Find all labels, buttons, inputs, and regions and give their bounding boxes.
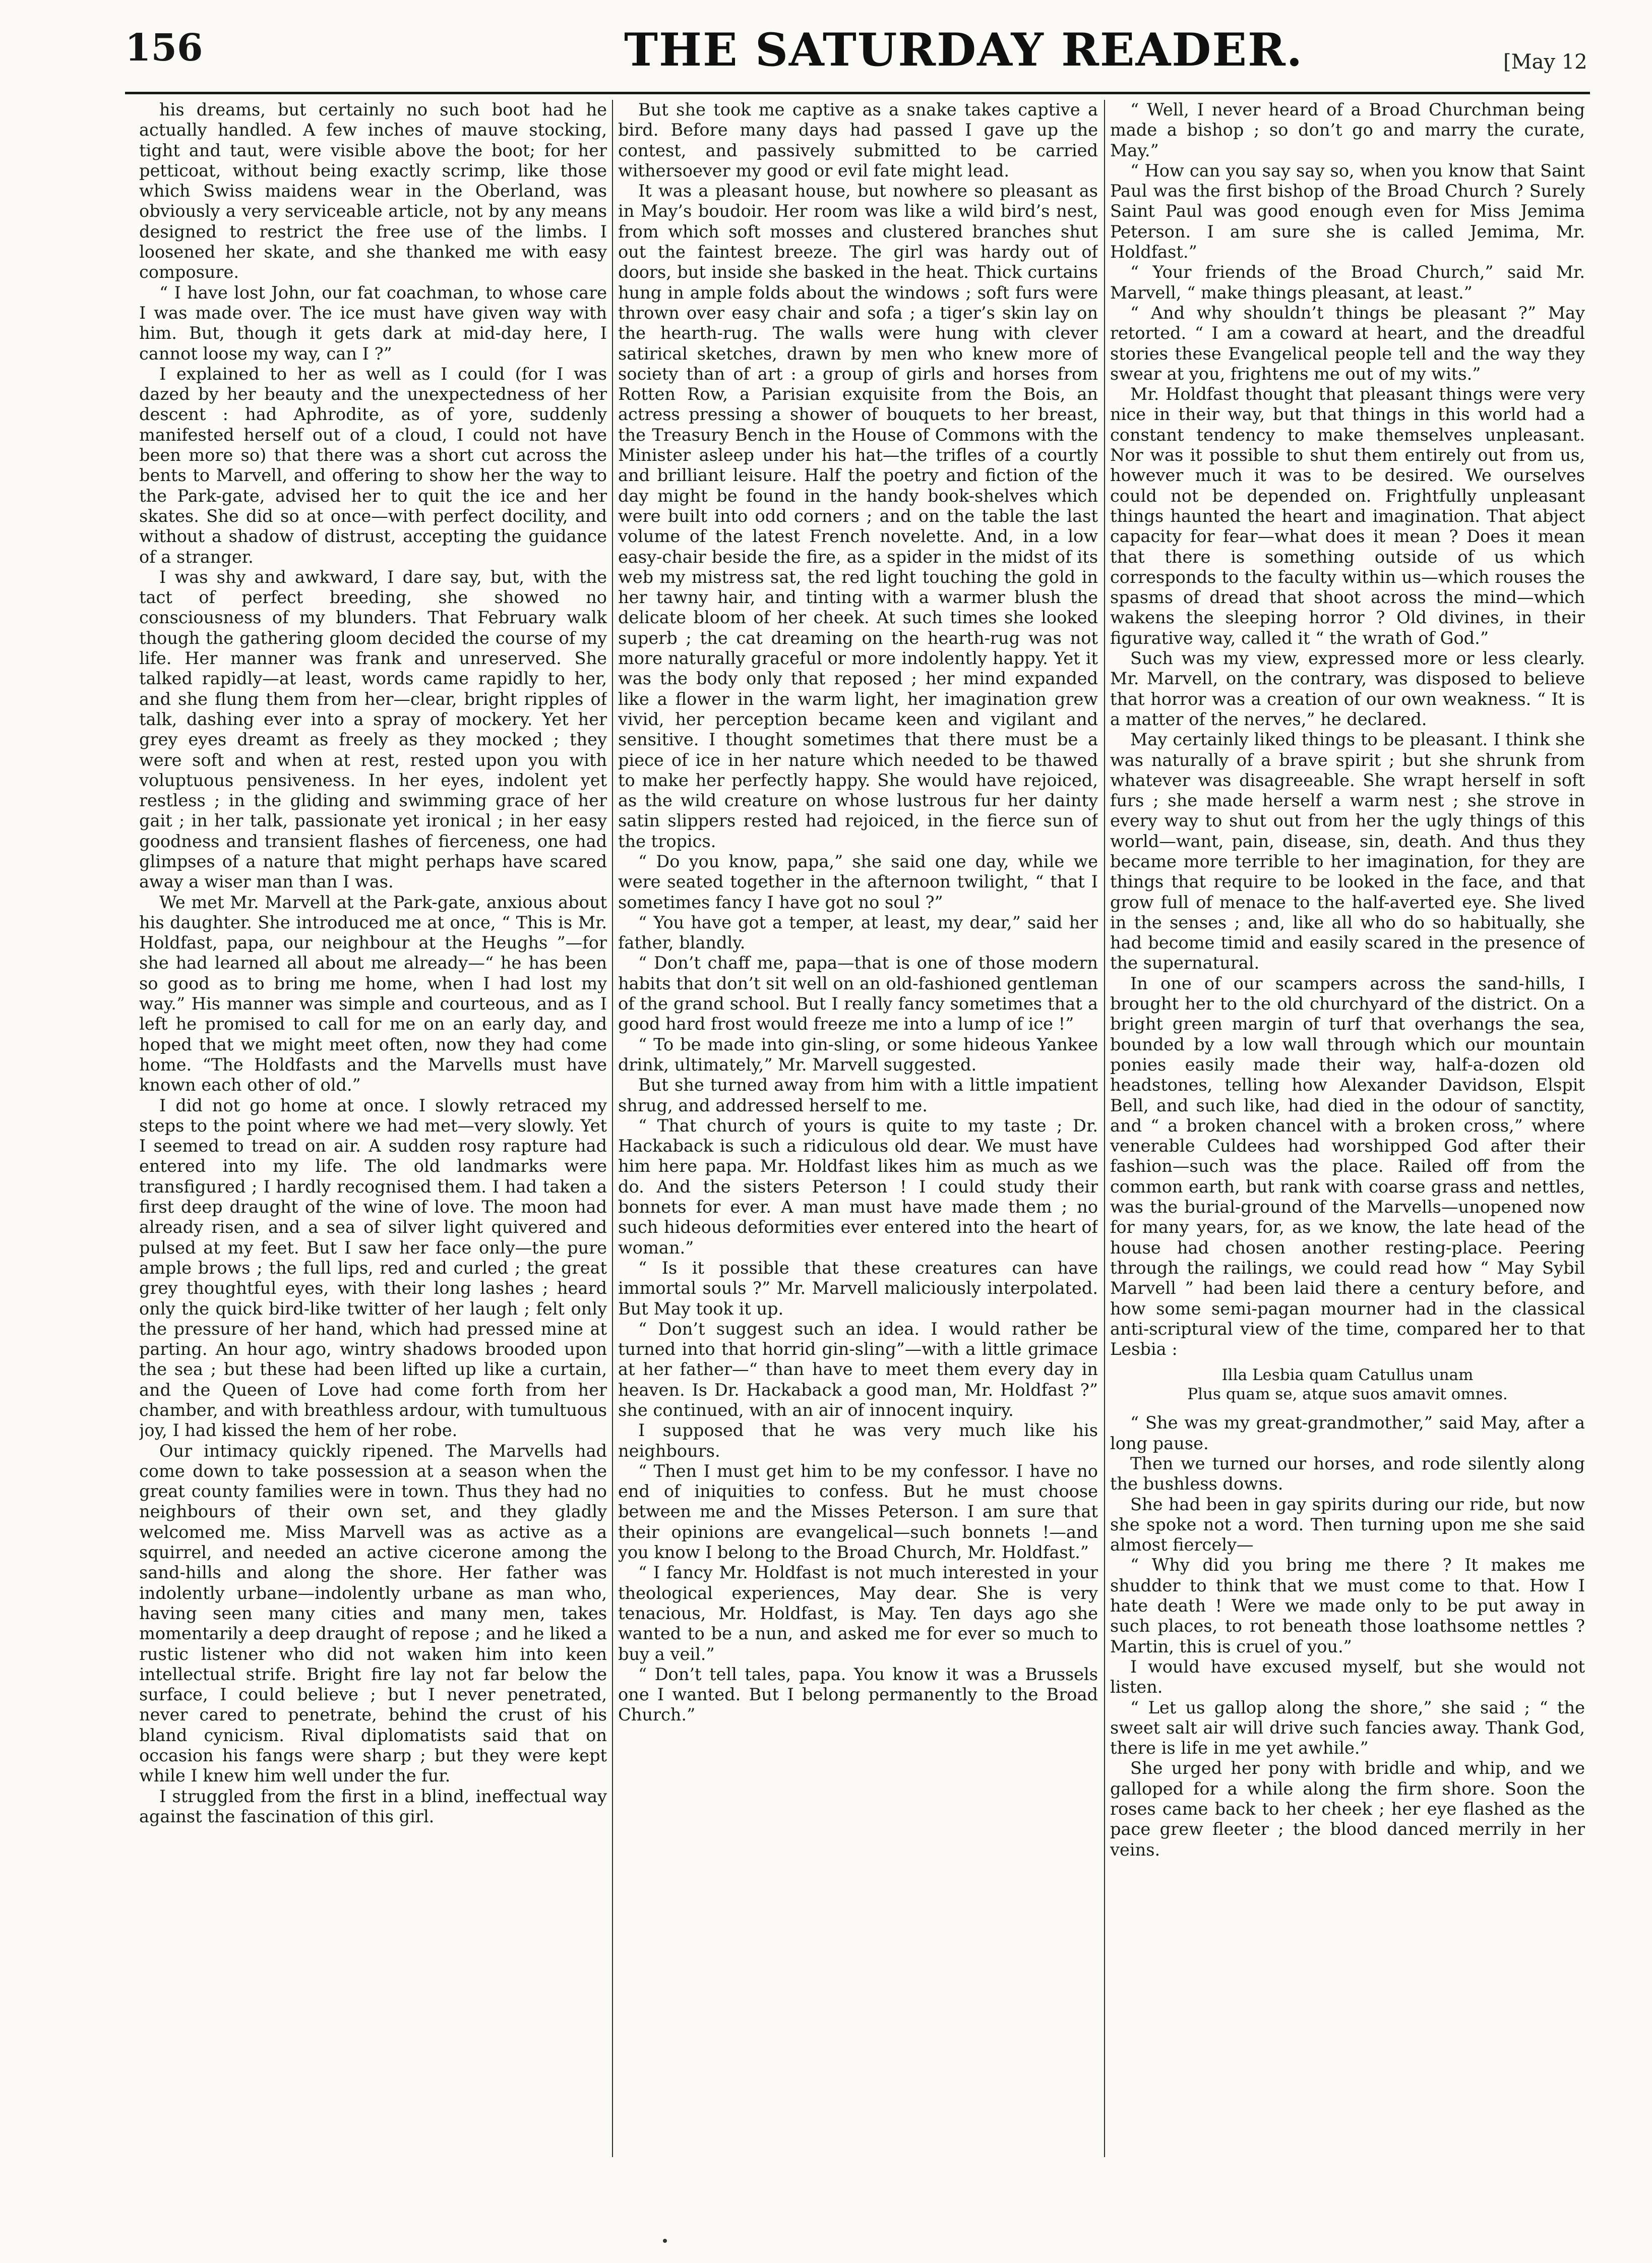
paragraph: “ Why did you bring me there ? It makes me shudder to think that we must come to that. How I hate death ! Were we made only to be put away in such places, to rot beneath those loathsome nettles ? Martin, this is cruel of you.”: [1110, 1555, 1585, 1656]
verse-line: Illa Lesbia quam Catullus unam: [1221, 1366, 1474, 1385]
paragraph: But she took me captive as a snake takes captive a bird. Before many days had passed I gave up the contest, and passively submitted to be carried withersoever my good or evil fate might lead.: [618, 100, 1098, 181]
page-number: 156: [125, 26, 203, 70]
paragraph: “ She was my great-grandmother,” said May, after a long pause.: [1110, 1413, 1585, 1453]
paragraph: She had been in gay spirits during our ride, but now she spoke not a word. Then turning upon me she said almost fiercely—: [1110, 1494, 1585, 1555]
issue-date: [May 12: [1503, 50, 1587, 74]
paragraph: “ Let us gallop along the shore,” she said ; “ the sweet salt air will drive such fancies away. Thank God, there is life in me yet awhile.”: [1110, 1697, 1585, 1758]
paragraph: Our intimacy quickly ripened. The Marvells had come down to take possession at a season when the great county families were in town. Thus they had no neighbours of their own set, and they gladly welcomed me. Miss Marvell was as active as a squirrel, and needed an active cicerone among the sand-hills and along the shore. Her father was indolently urbane—indolently urbane as man who, having seen many cities and many men, takes momentarily a deep draught of repose ; and he liked a rustic listener who did not waken him into keen intellectual strife. Bright fire lay not far below the surface, I could believe ; but I never penetrated, never cared to penetrate, behind the crust of his bland cynicism. Rival diplomatists said that on occasion his fangs were sharp ; but they were kept while I knew him well under the fur.: [139, 1441, 607, 1786]
paragraph: “ Don’t tell tales, papa. You know it was a Brussels one I wanted. But I belong permanently to the Broad Church.”: [618, 1664, 1098, 1725]
column-3: [1110, 100, 1585, 2157]
paragraph: “ You have got a temper, at least, my dear,” said her father, blandly.: [618, 912, 1098, 953]
paragraph: “ Don’t suggest such an idea. I would rather be turned into that horrid gin-sling”—with a little grimace at her father—“ than have to meet them every day in heaven. Is Dr. Hackaback a good man, Mr. Holdfast ?” she continued, with an air of innocent inquiry.: [618, 1319, 1098, 1420]
paragraph: “ How can you say say so, when you know that Saint Paul was the first bishop of the Broad Church ? Surely Saint Paul was good enough even for Miss Jemima Peterson. I am sure she is called Jemima, Mr. Holdfast.”: [1110, 160, 1585, 262]
paragraph: “ I fancy Mr. Holdfast is not much interested in your theological experiences, May dear. She is very tenacious, Mr. Holdfast, is May. Ten days ago she wanted to be a nun, and asked me for ever so much to buy a veil.”: [618, 1563, 1098, 1664]
paragraph: “ Your friends of the Broad Church,” said Mr. Marvell, “ make things pleasant, at least.”: [1110, 262, 1585, 303]
paragraph: “ I have lost John, our fat coachman, to whose care I was made over. The ice must have given way with him. But, though it gets dark at mid-day here, I cannot loose my way, can I ?”: [139, 282, 607, 364]
paragraph: “ Then I must get him to be my confessor. I have no end of iniquities to confess. But he must choose between me and the Misses Peterson. I am sure that their opinions are evangelical—such bonnets !—and you know I belong to the Broad Church, Mr. Holdfast.”: [618, 1461, 1098, 1563]
latin-verse: [1110, 1365, 1585, 1404]
paragraph: “ To be made into gin-sling, or some hideous Yankee drink, ultimately,” Mr. Marvell suggested.: [618, 1034, 1098, 1075]
paragraph: I would have excused myself, but she would not listen.: [1110, 1656, 1585, 1697]
paragraph: But she turned away from him with a little impatient shrug, and addressed herself to me.: [618, 1075, 1098, 1115]
paragraph: I struggled from the first in a blind, ineffectual way against the fascination of this girl.: [139, 1786, 607, 1826]
publication-title: THE SATURDAY READER.: [624, 23, 1304, 77]
column-2: [618, 100, 1098, 2157]
paragraph: Mr. Holdfast thought that pleasant things were very nice in their way, but that things in this world had a constant tendency to make themselves unpleasant. Nor was it possible to shut them entirely out from us, however much it was to be desired. We ourselves could not be depended on. Frightfully unpleasant things haunted the heart and imagination. That abject capacity for fear—what does it mean ? Does it mean that there is something outside of us which corresponds to the faculty within us—which rouses the spasms of dread that shoot across the mind—which wakens the sleeping horror ? Old divines, in their figurative way, called it “ the wrath of God.”: [1110, 384, 1585, 648]
paragraph: “ Is it possible that these creatures can have immortal souls ?” Mr. Marvell maliciously interpolated. But May took it up.: [618, 1258, 1098, 1319]
paragraph: his dreams, but certainly no such boot had he actually handled. A few inches of mauve stocking, tight and taut, were visible above the boot; for her petticoat, without being exactly scrimp, like those which Swiss maidens wear in the Oberland, was obviously a very serviceable article, not by any means designed to restrict the free use of the limbs. I loosened her skate, and she thanked me with easy composure.: [139, 100, 607, 282]
paragraph: We met Mr. Marvell at the Park-gate, anxious about his daughter. She introduced me at once, “ This is Mr. Holdfast, papa, our neighbour at the Heughs ”—for she had learned all about me already—“ he has been so good as to bring me home, when I had lost my way.” His manner was simple and courteous, and as I left he promised to call for me on an early day, and hoped that we might meet often, now they had come home. “The Holdfasts and the Marvells must have known each other of old.”: [139, 892, 607, 1095]
paragraph: Then we turned our horses, and rode silently along the bushless downs.: [1110, 1454, 1585, 1494]
paragraph: In one of our scampers across the sand-hills, I brought her to the old churchyard of the district. On a bright green margin of turf that overhangs the sea, bounded by a low wall through which our mountain ponies easily made their way, half-a-dozen old headstones, telling how Alexander Davidson, Elspit Bell, and such like, had died in the odour of sanctity, and “ a broken chancel with a broken cross,” where venerable Culdees had worshipped God after their fashion—such was the place. Railed off from the common earth, but rank with coarse grass and nettles, was the burial-ground of the Marvells—unopened now for many years, for, as we know, the late head of the house had chosen another resting-place. Peering through the railings, we could read how “ May Sybil Marvell ” had been laid there a century before, and how some semi-pagan mourner had in the classical anti-scriptural view of the time, compared her to that Lesbia :: [1110, 973, 1585, 1359]
paragraph: I did not go home at once. I slowly retraced my steps to the point where we had met—very slowly. Yet I seemed to tread on air. A sudden rosy rapture had entered into my life. The old landmarks were transfigured ; I hardly recognised them. I had taken a first deep draught of the wine of love. The moon had already risen, and a sea of silver light quivered and pulsed at my feet. But I saw her face only—the pure ample brows ; the full lips, red and curled ; the great grey thoughtful eyes, with their long lashes ; heard only the quick bird-like twitter of her laugh ; felt only the pressure of her hand, which had pressed mine at parting. An hour ago, wintry shadows brooded upon the sea ; but these had been lifted up like a curtain, and the Queen of Love had come forth from her chamber, and with breathless ardour, with tumultuous joy, I had kissed the hem of her robe.: [139, 1095, 607, 1441]
header-rule: [125, 92, 1590, 94]
paragraph: May certainly liked things to be pleasant. I think she was naturally of a brave spirit ; but she shrunk from whatever was disagreeable. She wrapt herself in soft furs ; she made herself a warm nest ; she strove in every way to shut out from her the ugly things of this world—want, pain, disease, sin, death. And thus they became more terrible to her imagination, for they are things that require to be looked in the face, and that grow full of menace to the half-averted eye. She lived in the senses ; and, like all who do so habitually, she had become timid and easily scared in the presence of the supernatural.: [1110, 730, 1585, 973]
paragraph: She urged her pony with bridle and whip, and we galloped for a while along the firm shore. Soon the roses came back to her cheek ; her eye flashed as the pace grew fleeter ; the blood danced merrily in her veins.: [1110, 1758, 1585, 1860]
paragraph: I supposed that he was very much like his neighbours.: [618, 1420, 1098, 1461]
verse-line: Plus quam se, atque suos amavit omnes.: [1187, 1385, 1508, 1404]
paragraph: “ Don’t chaff me, papa—that is one of those modern habits that don’t sit well on an old-fashioned gentleman of the grand school. But I really fancy sometimes that a good hard frost would freeze me into a lump of ice !”: [618, 953, 1098, 1034]
paragraph: I was shy and awkward, I dare say, but, with the tact of perfect breeding, she showed no consciousness of my blunders. That February walk though the gathering gloom decided the course of my life. Her manner was frank and unreserved. She talked rapidly—at least, words came rapidly to her, and she flung them from her—clear, bright ripples of talk, dashing ever into a spray of mockery. Yet her grey eyes dreamt as freely as they mocked ; they were soft and when at rest, rested upon you with voluptuous pensiveness. In her eyes, indolent yet restless ; in the gliding and swimming grace of her gait ; in her talk, passionate yet ironical ; in her easy goodness and transient flashes of fierceness, one had glimpses of a nature that might perhaps have scared away a wiser man than I was.: [139, 567, 607, 892]
column-1: [139, 100, 607, 2157]
ink-dot: [663, 2239, 667, 2243]
paragraph: “ Do you know, papa,” she said one day, while we were seated together in the afternoon twilight, “ that I sometimes fancy I have got no soul ?”: [618, 851, 1098, 912]
paragraph: “ That church of yours is quite to my taste ; Dr. Hackaback is such a ridiculous old dear. We must have him here papa. Mr. Holdfast likes him as much as we do. And the sisters Peterson ! I could study their bonnets for ever. A man must have made them ; no such hideous deformities ever entered into the heart of woman.”: [618, 1115, 1098, 1258]
paragraph: It was a pleasant house, but nowhere so pleasant as in May’s boudoir. Her room was like a wild bird’s nest, from which soft mosses and clustered branches shut out the faintest breeze. The girl was hardy out of doors, but inside she basked in the heat. Thick curtains hung in ample folds about the windows ; soft furs were thrown over easy chair and sofa ; a tiger’s skin lay on the hearth-rug. The walls were hung with clever satirical sketches, drawn by men who knew more of society than of art : a group of girls and horses from Rotten Row, a Parisian exquisite from the Bois, an actress pressing a shower of bouquets to her breast, the Treasury Bench in the House of Commons with the Minister asleep under his hat—the trifles of a courtly and brilliant leisure. Half the poetry and fiction of the day might be found in the handy book-shelves which were built into odd corners ; and on the table the last volume of the latest French novelette. And, in a low easy-chair beside the fire, as a spider in the midst of its web my mistress sat, the red light touching the gold in her tawny hair, and tinting with a warmer blush the delicate bloom of her cheek. At such times she looked superb ; the cat dreaming on the hearth-rug was not more naturally graceful or more indolently happy. Yet it was the body only that reposed ; her mind expanded like a flower in the warm light, her imagination grew vivid, her perception became keen and vigilant and sensitive. I thought sometimes that there must be a piece of ice in her nature which needed to be thawed to make her perfectly happy. She would have rejoiced, as the wild creature on whose lustrous fur her dainty satin slippers rested had rejoiced, in the fierce sun of the tropics.: [618, 181, 1098, 851]
paragraph: “ Well, I never heard of a Broad Churchman being made a bishop ; so don’t go and marry the curate, May.”: [1110, 100, 1585, 160]
page-header: [0, 19, 1652, 95]
paragraph: “ And why shouldn’t things be pleasant ?” May retorted. “ I am a coward at heart, and the dreadful stories these Evangelical people tell and the way they swear at you, frightens me out of my wits.”: [1110, 303, 1585, 384]
column-divider: [612, 100, 613, 2157]
paragraph: Such was my view, expressed more or less clearly. Mr. Marvell, on the contrary, was disposed to believe that horror was a creation of our own weakness. “ It is a matter of the nerves,” he declared.: [1110, 648, 1585, 729]
column-divider: [1104, 100, 1105, 2157]
paragraph: I explained to her as well as I could (for I was dazed by her beauty and the unexpectedness of her descent : had Aphrodite, as of yore, suddenly manifested herself out of a cloud, I could not have been more so) that there was a short cut across the bents to Marvell, and offering to show her the way to the Park-gate, advised her to quit the ice and her skates. She did so at once—with perfect docility, and without a shadow of distrust, accepting the guidance of a stranger.: [139, 364, 607, 567]
